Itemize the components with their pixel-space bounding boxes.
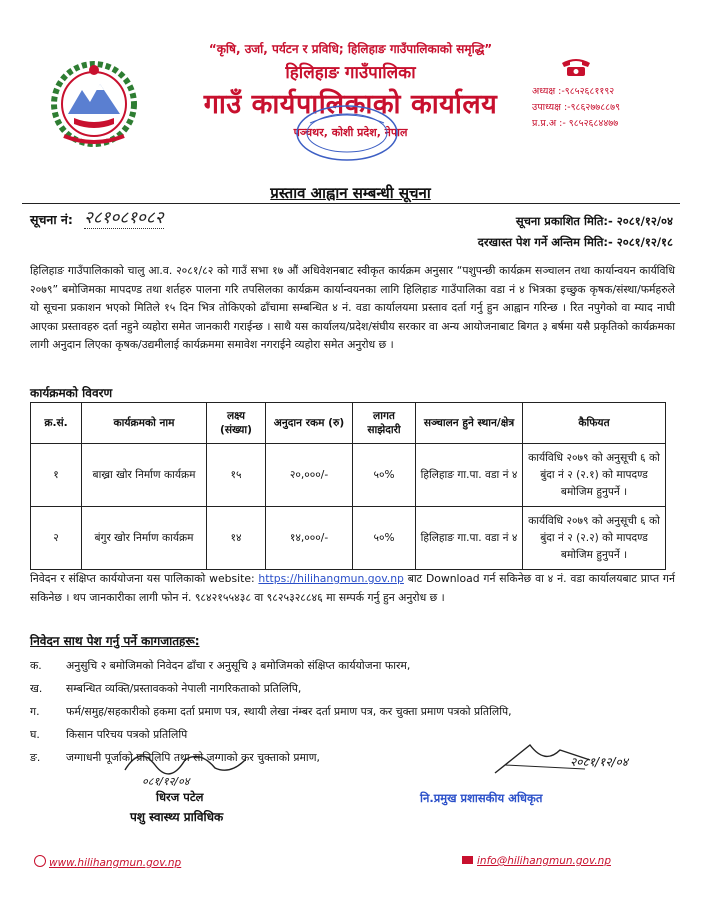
download-text-after: बाट Download गर्न सकिनेछ वा ४ नं. वडा कार्यालयबाट प्राप्त गर्न सकिनेछ । थप जानकारीका लागी फोन नं. ९८४२१५५४३८ वा ९८२५३२८८४६ मा सम्पर्क गर्नु हुन अनुरोध छ । [30,572,675,604]
phone-line-cao: प्र.प्र.अ :- ९८५२६८४४७७ [532,118,619,129]
table-header: सञ्चालन हुने स्थान/क्षेत्र [416,403,523,444]
office-seal [290,103,405,163]
right-signer-title: नि.प्रमुख प्रशासकीय अधिकृत [420,791,543,805]
program-table [30,402,666,570]
office-address: पञ्चथर, कोशी प्रदेश, नेपाल [293,126,408,139]
table-cell: २ [31,507,82,570]
download-paragraph [30,570,675,607]
requirement-key: ख. [30,682,43,695]
application-deadline: दरखास्त पेश गर्ने अन्तिम मिति:- २०८१/१२/१८ [477,235,673,249]
left-signer-name: धिरज पटेल [156,790,204,804]
left-signer-title: पशु स्वास्थ्य प्राविधिक [130,810,224,824]
footer-website[interactable] [34,855,181,869]
table-header: क्र.सं. [31,403,82,444]
telephone-icon [560,55,592,77]
table-cell: २०,०००/- [266,444,353,507]
table-cell: कार्यविधि २०७९ को अनुसूची ६ को बुंदा नं २ (२.१) को मापदण्ड बमोजिम हुनुपर्ने । [523,444,666,507]
table-cell: बंगुर खोर निर्माण कार्यक्रम [82,507,207,570]
requirement-item [30,658,680,673]
left-signature-block [100,740,280,840]
office-name: गाउँ कार्यपालिकाको कार्यालय [203,89,498,120]
published-date: सूचना प्रकाशित मिति:- २०८१/१२/०४ [515,214,673,228]
nepal-emblem-logo [44,52,144,152]
phone-line-vice-chair: उपाध्यक्ष :-९८६२७७८८७९ [532,102,621,113]
requirement-text: फर्म/समुह/सहकारीको हकमा दर्ता प्रमाण पत्र, स्थायी लेखा नंम्बर दर्ता प्रमाण पत्र, कर चुक्ता प्रमाण पत्रको प्रतिलिपि, [66,705,512,718]
notice-number-label: सूचना नं: [30,212,73,227]
table-header-row [31,403,666,444]
requirement-item [30,704,680,719]
table-cell: ५०% [353,444,416,507]
right-signature-block [400,735,680,825]
table-cell: १४,०००/- [266,507,353,570]
phone-numbers [532,84,620,132]
table-cell: ५०% [353,507,416,570]
notice-title-wrap [0,183,701,203]
notice-title: प्रस्ताव आह्वान सम्बन्धी सूचना [270,184,431,202]
mail-icon [462,856,473,864]
municipality-name: हिलिहाङ गाउँपालिका [285,63,416,83]
globe-icon [34,855,46,867]
requirement-key: घ. [30,728,40,741]
program-section-title: कार्यक्रमको विवरण [30,386,113,400]
requirement-item [30,681,680,696]
table-cell: १ [31,444,82,507]
requirements-title: निवेदन साथ पेश गर्नु पर्ने कागजातहरू: [30,634,200,648]
table-cell: १४ [207,507,266,570]
table-row [31,444,666,507]
phone-line-chair: अध्यक्ष :-९८५२६८११९२ [532,86,615,97]
requirement-text: अनुसुचि २ बमोजिमको निवेदन ढाँचा र अनुसूचि ३ बमोजिमको संक्षिप्त कार्ययोजना फारम, [66,659,411,672]
notice-number-value: २८१०८१०८२ [84,205,164,229]
table-header: लागत साझेदारी [353,403,416,444]
requirement-key: ङ. [30,751,41,764]
footer-website-text: www.hilihangmun.gov.np [49,857,182,869]
left-signature-date: ०८१/१२/०४ [142,775,190,788]
table-header: कार्यक्रमको नाम [82,403,207,444]
footer-email[interactable] [462,855,611,867]
title-divider [22,203,680,204]
table-cell: हिलिहाङ गा.पा. वडा नं ४ [416,507,523,570]
body-paragraph: हिलिहाङ गाउँपालिकाको चालु आ.व. २०८१/८२ को गाउँ सभा १७ औं अधिवेशनबाट स्वीकृत कार्यक्रम अनुसार “पशुपन्छी कार्यक्रम सञ्चालन तथा कार्यान्वयन कार्यविधि २०७९” बमोजिमका मापदण्ड तथा शर्तहरु पालना गरि तपसिलका कार्यक्रम कार्यान्वयनका लागि हिलिहाङ गाउँपालिका वडा नं ४ भित्रका इच्छुक कृषक/संस्था/फर्महरुले यो सूचना प्रकाशन भएको मितिले १५ दिन भित्र तोकिएको ढाँचामा सम्बन्धित ४ नं. वडा कार्यालयमा प्रस्ताव दर्ता गर्नु हुन आह्वान गरिन्छ । रित नपुगेको वा म्याद नाघी आएका प्रस्तावहरु दर्ता नहुने व्यहोरा समेत जानकारी गराईन्छ । साथै यस कार्यालय/प्रदेश/संघीय सरकार वा अन्य आयोजनाबाट बिगत ३ बर्षमा यसै प्रकृतिको कार्यक्रमका लागी अनुदान लिएका कृषक/उद्यमीलाई कार्यक्रममा समावेश नगराईने व्यहोरा समेत अनुरोध छ । [30,264,675,351]
right-signature-date: २०८१/१२/०४ [570,755,629,769]
download-text-before: निवेदन र संक्षिप्त कार्ययोजना यस पालिकाको website: [30,572,259,585]
footer-email-text: info@hilihangmun.gov.np [477,855,611,867]
requirement-key: ग. [30,705,40,718]
requirement-key: क. [30,659,42,672]
slogan: “कृषि, उर्जा, पर्यटन र प्रविधि; हिलिहाङ गाउँपालिकाको समृद्धि” [208,42,493,56]
requirement-text: जग्गाधनी पूर्जाको प्रतिलिपि तथा सो जग्गाको कर चुक्ताको प्रमाण, [66,751,320,764]
table-cell: १५ [207,444,266,507]
requirement-text: किसान परिचय पत्रको प्रतिलिपि [66,728,188,741]
table-header: लक्ष्य (संख्या) [207,403,266,444]
table-header: अनुदान रकम (रु) [266,403,353,444]
table-row [31,507,666,570]
website-link[interactable]: https://hilihangmun.gov.np [258,572,404,585]
table-cell: बाख्रा खोर निर्माण कार्यक्रम [82,444,207,507]
requirement-text: सम्बन्धित व्यक्ति/प्रस्तावकको नेपाली नागरिकताको प्रतिलिपि, [66,682,302,695]
table-cell: कार्यविधि २०७९ को अनुसूची ६ को बुंदा नं २ (२.२) को मापदण्ड बमोजिम हुनुपर्ने । [523,507,666,570]
table-cell: हिलिहाङ गा.पा. वडा नं ४ [416,444,523,507]
table-header: कैफियत [523,403,666,444]
